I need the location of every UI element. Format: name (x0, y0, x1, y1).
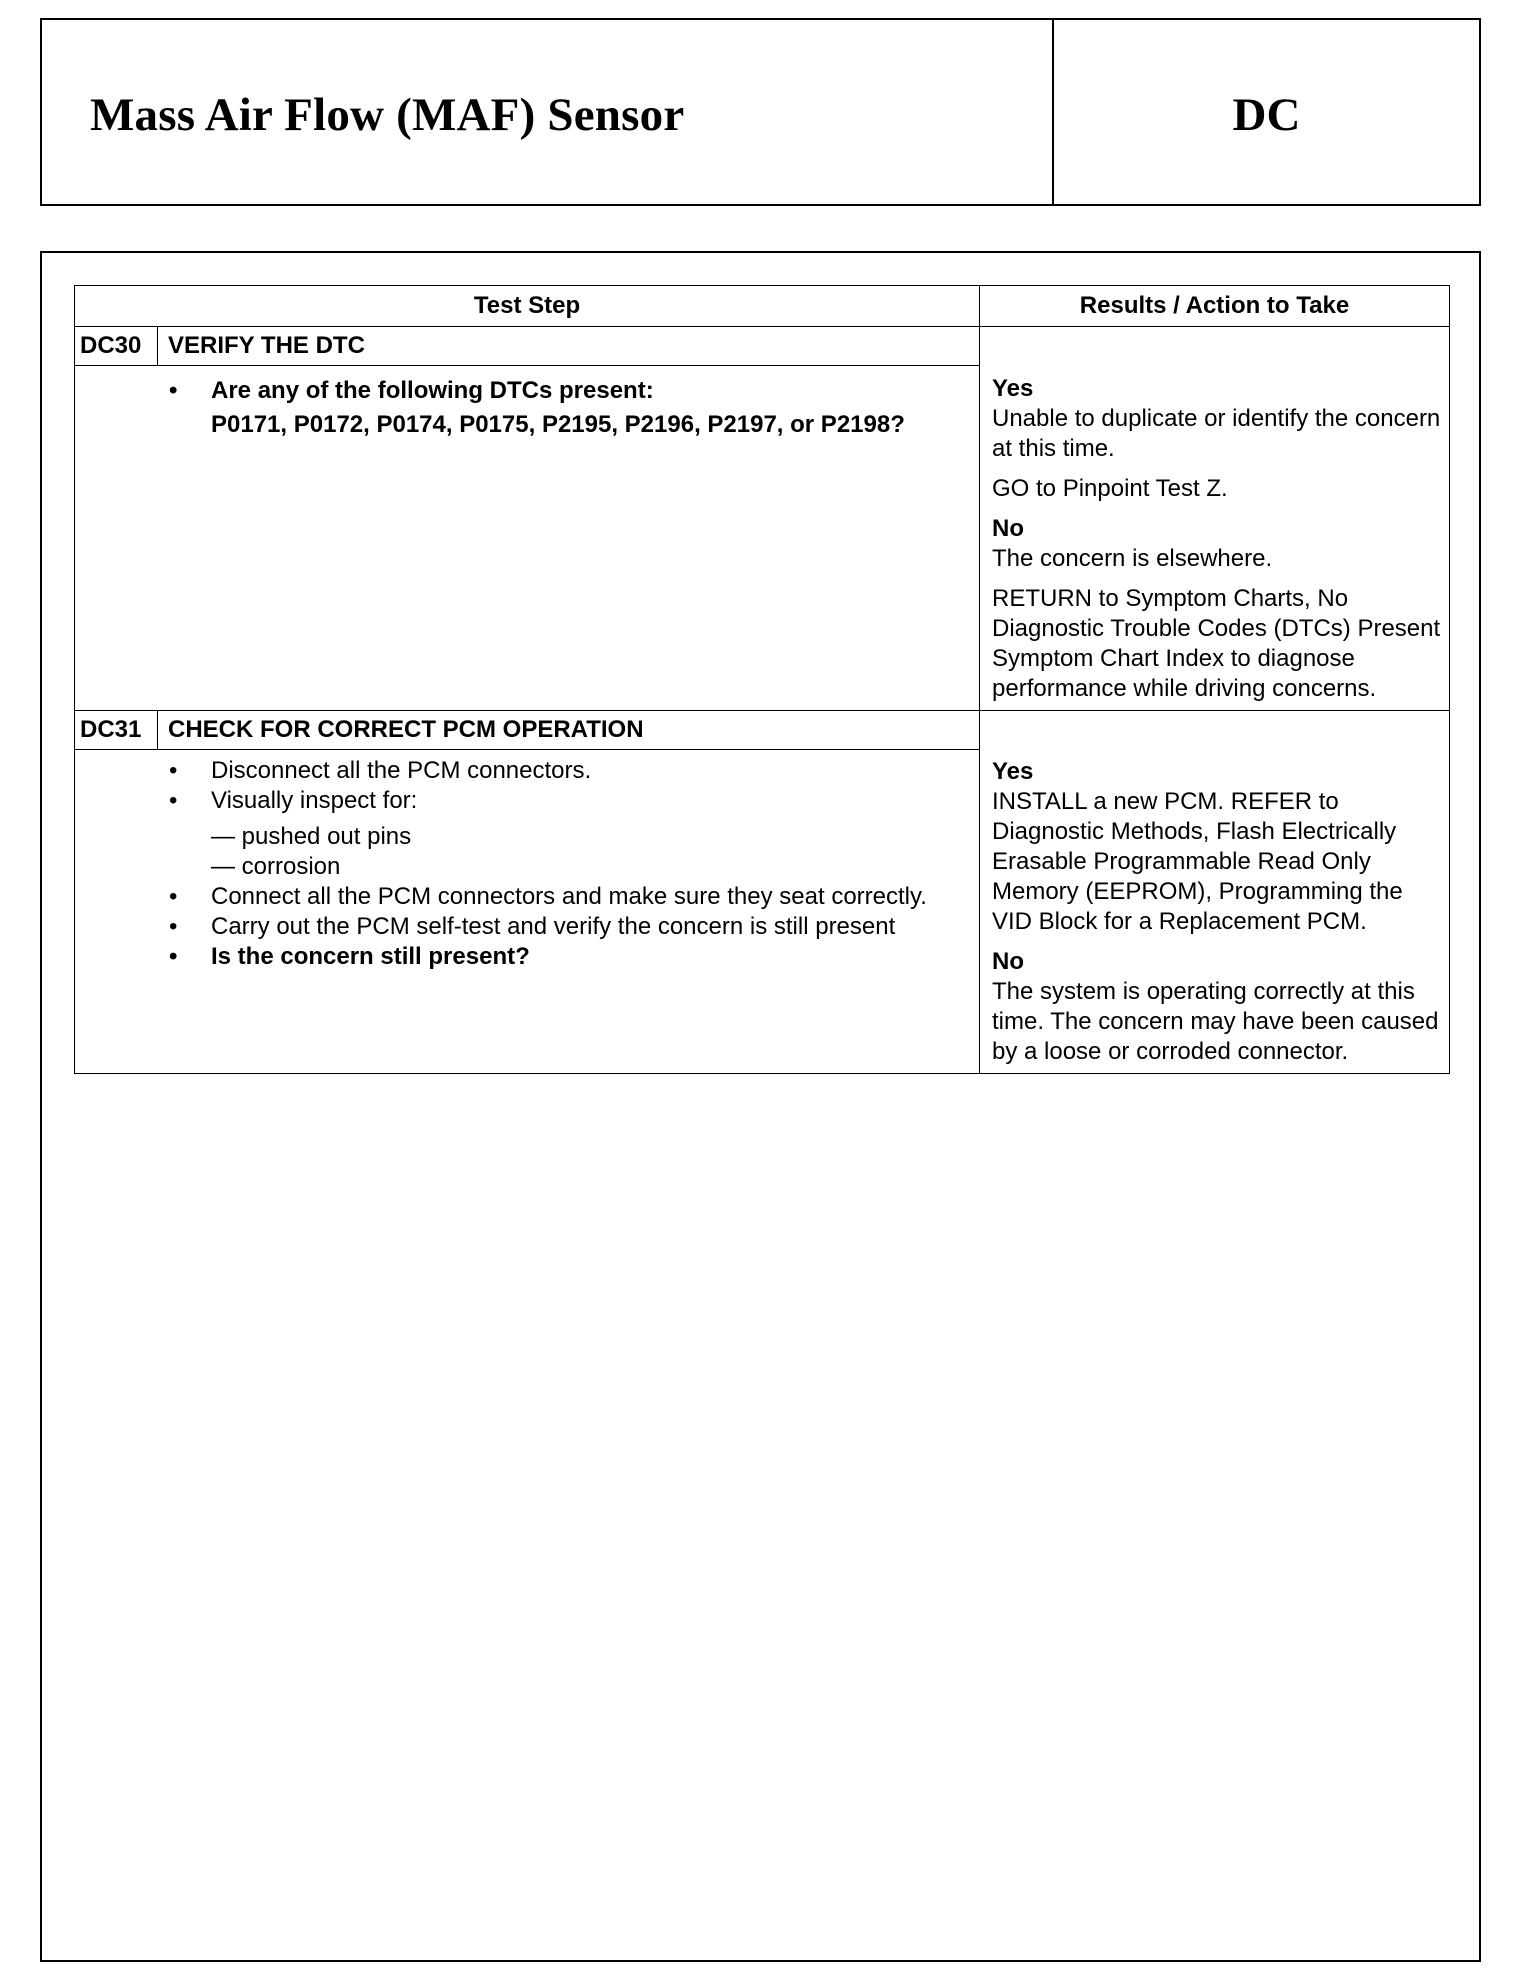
step-body-row (75, 366, 1450, 711)
results-cell (980, 749, 1450, 1074)
bullet-question: Is the concern still present? (211, 942, 530, 970)
bullet-text: Carry out the PCM self-test and verify the concern is still present (211, 912, 896, 940)
bullet-text: Visually inspect for: (211, 786, 418, 814)
bullet-text: Disconnect all the PCM connectors. (211, 756, 592, 784)
step-bullet (169, 376, 939, 440)
no-text: The concern is elsewhere. (992, 544, 1273, 572)
step-id: DC31 (75, 710, 158, 749)
results-spacer (980, 327, 1450, 366)
no-label: No (992, 514, 1024, 542)
step-bullet (169, 882, 939, 912)
bullet-icon: • (169, 912, 178, 940)
yes-action: GO to Pinpoint Test Z. (992, 474, 1228, 502)
no-action: RETURN to Symptom Charts, No Diagnostic Trouble Codes (DTCs) Present Symptom Chart Index to diagnose performance while driving concerns. (992, 584, 1441, 702)
step-title: CHECK FOR CORRECT PCM OPERATION (158, 710, 980, 749)
step-title-row (75, 327, 1450, 366)
table-header-row (75, 286, 1450, 327)
column-header-results: Results / Action to Take (980, 286, 1450, 327)
test-step-table (74, 285, 1450, 1074)
dtc-list: P0171, P0172, P0174, P0175, P2195, P2196, P2197, or P2198? (211, 411, 905, 438)
page-title: Mass Air Flow (MAF) Sensor (90, 89, 685, 141)
results-spacer (980, 710, 1450, 749)
page-header (40, 18, 1481, 206)
bullet-icon: • (169, 377, 178, 404)
yes-text: Unable to duplicate or identify the concern at this time. (992, 404, 1441, 462)
yes-label: Yes (992, 374, 1034, 402)
step-body (75, 366, 980, 711)
yes-label: Yes (992, 758, 1034, 785)
step-body (75, 749, 980, 1074)
bullet-text: Connect all the PCM connectors and make sure they seat correctly. (211, 882, 927, 910)
step-id: DC30 (75, 327, 158, 366)
column-header-test-step: Test Step (75, 286, 980, 327)
step-title-row (75, 710, 1450, 749)
sub-list (211, 822, 939, 882)
step-bullet (169, 942, 939, 972)
bullet-icon: • (169, 882, 178, 910)
step-bullet (169, 786, 939, 816)
bullet-icon: • (169, 756, 178, 784)
no-label: No (992, 948, 1024, 975)
no-text: The system is operating correctly at this time. The concern may have been caused by a loose or corroded connector. (992, 978, 1439, 1065)
step-body-row (75, 749, 1450, 1074)
yes-text: INSTALL a new PCM. REFER to Diagnostic Methods, Flash Electrically Erasable Programmable Read Only Memory (EEPROM), Programming the VID Block for a Replacement PCM. (992, 788, 1403, 935)
section-code: DC (1232, 89, 1301, 141)
step-title: VERIFY THE DTC (158, 327, 980, 366)
step-bullet (169, 756, 939, 786)
bullet-icon: • (169, 942, 178, 970)
bullet-icon: • (169, 786, 178, 814)
sub-item: — pushed out pins (211, 822, 412, 850)
step-bullet (169, 912, 939, 942)
results-cell (980, 366, 1450, 711)
sub-item: — corrosion (211, 852, 341, 880)
bullet-question: Are any of the following DTCs present: (211, 377, 654, 404)
